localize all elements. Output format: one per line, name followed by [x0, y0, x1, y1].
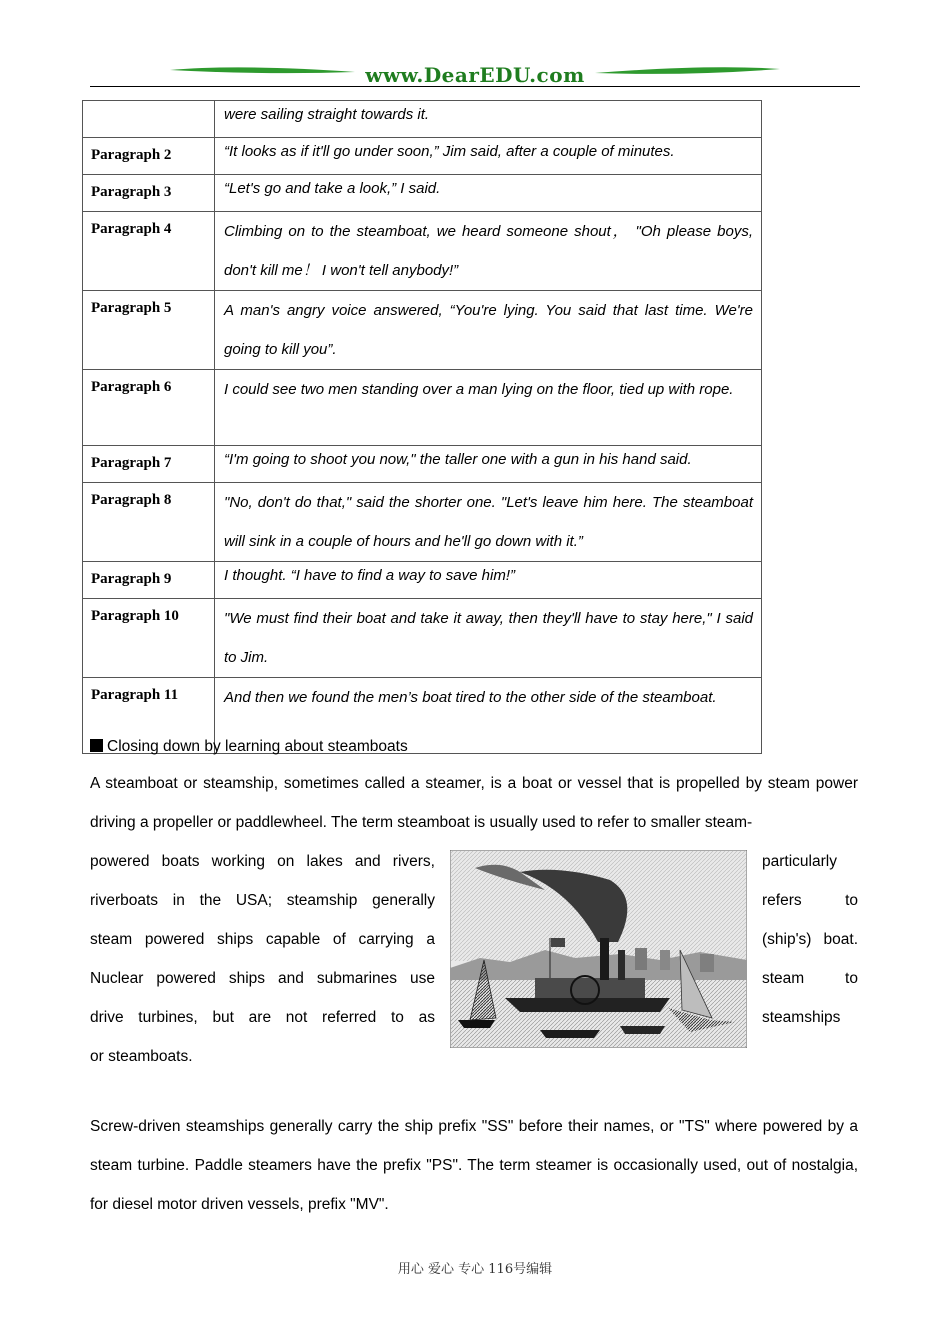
row-label	[83, 101, 215, 138]
text-line: drive turbines, but are not referred to as	[90, 1009, 435, 1026]
header-divider	[90, 86, 860, 87]
text-line: Nuclear powered ships and submarines use	[90, 970, 435, 987]
page-footer: 用心 爱心 专心 116号编辑	[397, 1262, 553, 1277]
row-label: Paragraph 2	[83, 138, 215, 175]
row-text: "We must find their boat and take it away, then they'll have to stay here," I said to Jim.	[215, 599, 762, 678]
row-text: I thought. “I have to find a way to save him!”	[215, 562, 762, 599]
row-label: Paragraph 11	[83, 678, 215, 754]
section-heading-text: Closing down by learning about steamboats	[107, 738, 408, 755]
row-label: Paragraph 4	[83, 212, 215, 291]
text-line: refers to	[762, 892, 858, 909]
row-label: Paragraph 8	[83, 483, 215, 562]
table-row	[83, 291, 762, 370]
paragraph-tail: or steamboats.	[90, 1048, 193, 1065]
row-text: “Let's go and take a look,” I said.	[215, 175, 762, 212]
intro-paragraph: A steamboat or steamship, sometimes called a steamer, is a boat or vessel that is propelled by steam power driving a propeller or paddlewheel. The term steamboat is usually used to refer to smaller steam-	[90, 775, 858, 831]
table-row	[83, 101, 762, 138]
row-text: “It looks as if it'll go under soon,” Jim said, after a couple of minutes.	[215, 138, 762, 175]
story-table	[82, 100, 762, 754]
row-label: Paragraph 9	[83, 562, 215, 599]
second-paragraph: Screw-driven steamships generally carry the ship prefix "SS" before their names, or "TS" where powered by a steam turbine. Paddle steamers have the prefix "PS". The term steamer is occasionally used, out of nostalgia, for diesel motor driven vessels, prefix "MV".	[90, 1118, 858, 1213]
text-line: steam to	[762, 970, 858, 987]
text-line: particularly	[762, 853, 837, 870]
wrapped-text-right	[762, 842, 858, 1037]
text-line: riverboats in the USA; steamship generally	[90, 892, 435, 909]
steamboat-engraving-image	[450, 850, 747, 1048]
row-text: were sailing straight towards it.	[215, 101, 762, 138]
table-row	[83, 175, 762, 212]
site-logo-text: www.DearEDU.com	[365, 63, 585, 87]
row-text: Climbing on to the steamboat, we heard someone shout， "Oh please boys, don't kill me！ I won't tell anybody!”	[215, 212, 762, 291]
square-bullet-icon	[90, 739, 103, 752]
row-text: "No, don't do that," said the shorter one. "Let's leave him here. The steamboat will sink in a couple of hours and he'll go down with it.”	[215, 483, 762, 562]
table-row	[83, 446, 762, 483]
row-text: I could see two men standing over a man lying on the floor, tied up with rope.	[215, 370, 762, 446]
table-row	[83, 562, 762, 599]
wrapped-text-left	[90, 842, 435, 1037]
row-label: Paragraph 5	[83, 291, 215, 370]
table-row	[83, 370, 762, 446]
text-line: powered boats working on lakes and rivers,	[90, 853, 435, 870]
row-text: And then we found the men’s boat tired to the other side of the steamboat.	[215, 678, 762, 754]
row-label: Paragraph 3	[83, 175, 215, 212]
table-row	[83, 599, 762, 678]
section-heading	[90, 738, 408, 756]
row-label: Paragraph 6	[83, 370, 215, 446]
text-line: steamships	[762, 1009, 841, 1026]
row-text: “I'm going to shoot you now," the taller one with a gun in his hand said.	[215, 446, 762, 483]
table-row	[83, 138, 762, 175]
text-line: (ship's) boat.	[762, 931, 858, 948]
row-text: A man's angry voice answered, “You're lying. You said that last time. We're going to kill you”.	[215, 291, 762, 370]
table-row	[83, 483, 762, 562]
table-row	[83, 212, 762, 291]
row-label: Paragraph 7	[83, 446, 215, 483]
row-label: Paragraph 10	[83, 599, 215, 678]
text-line: steam powered ships capable of carrying a	[90, 931, 435, 948]
